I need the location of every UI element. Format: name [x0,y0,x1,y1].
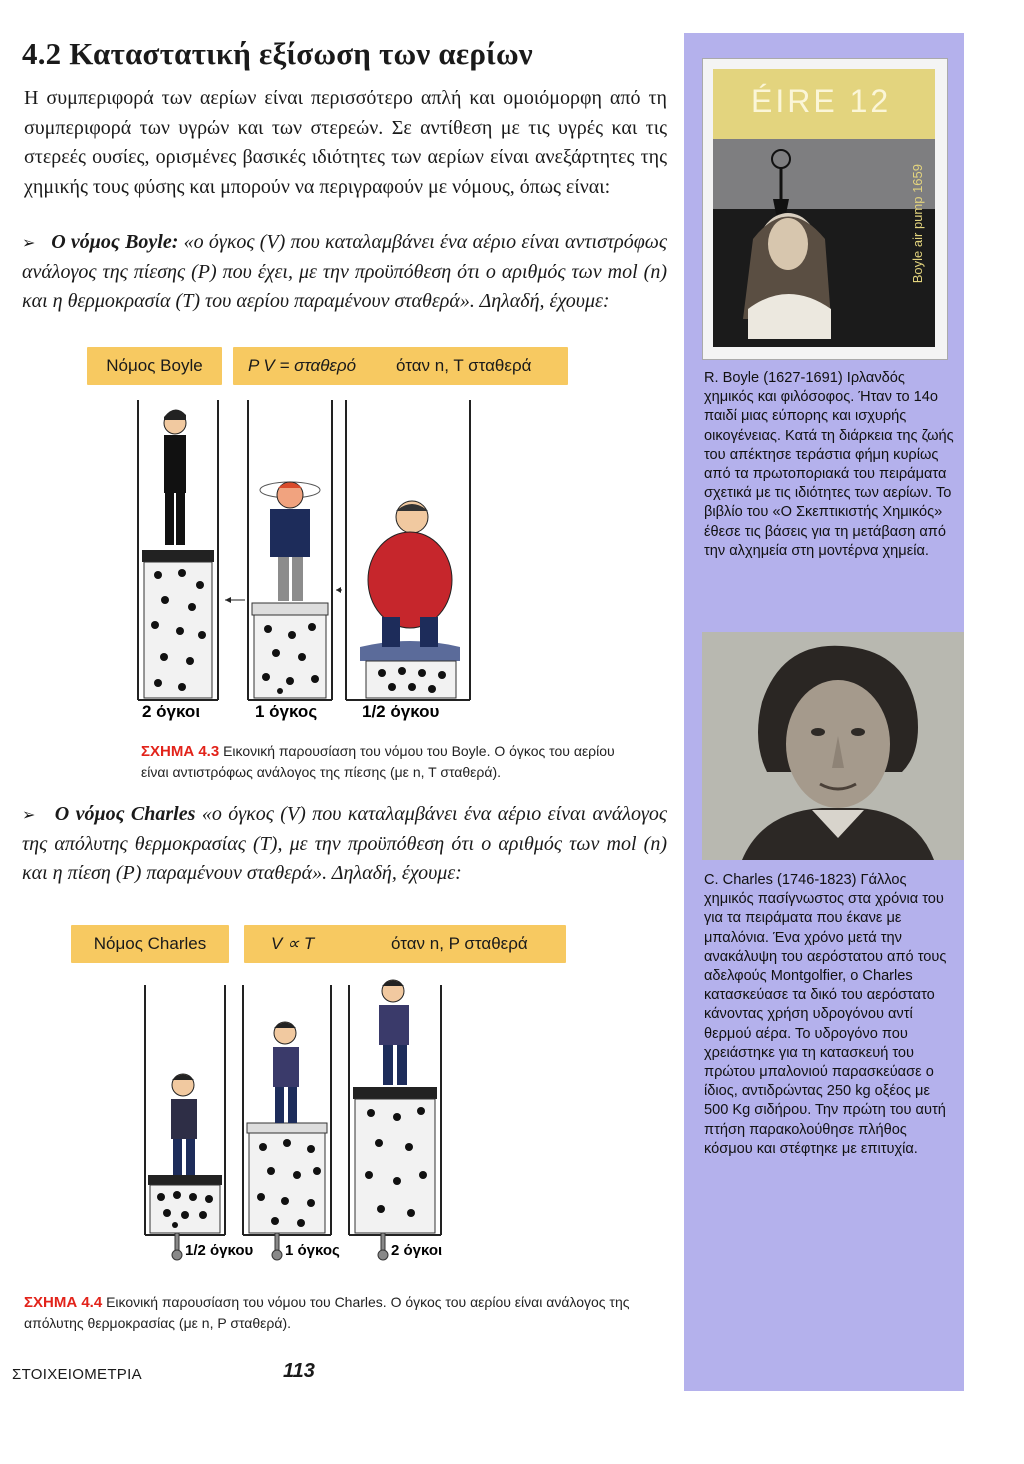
page-number: 113 [283,1360,315,1382]
stamp-side-text: Boyle air pump 1659 [910,164,925,284]
figure-4-4-caption [24,1292,646,1333]
section-title: 4.2 Καταστατική εξίσωση των αερίων [22,36,533,71]
figure-4-3-caption [141,741,621,782]
charles-illustration [135,975,465,1270]
intro-paragraph: Η συμπεριφορά των αερίων είναι περισσότερο απλή και ομοιόμορφη από τη συμπεριφορά των υγρών και των στερεών. Σε αντίθεση με τις υγρές και τις στερεές ουσίες, ορισμένες βασικές ιδιότητες των αερίων είναι ανεξάρτητες της χημικής τους φύσης και μπορούν να περιγραφούν με νόμους, όπως είναι: [24,87,667,198]
charles-volume-label-2: 2 όγκοι [391,1242,443,1259]
boyle-law-paragraph [22,228,667,317]
charles-law-paragraph [22,800,667,889]
charles-law-text: «ο όγκος (V) που καταλαμβάνει ένα αέριο είναι ανάλογος της απόλυτης θερμοκρασίας (T), με την προϋπόθεση ότι ο αριθμός των mol (n) και η πίεση (P) παραμένουν σταθερά». Δηλαδή, έχουμε: [22,803,668,884]
charles-volume-label-half: 1/2 όγκου [185,1242,254,1259]
figure-4-3-text: Εικονική παρουσίαση του νόμου του Boyle. Ο όγκος του αερίου είναι αντιστρόφως ανάλογος της πίεσης (με n, T σταθερά). [141,743,615,780]
dizzy-man-figure [260,482,320,601]
thinking-man-figure [273,1022,299,1123]
charles-box-label: Νόμος Charles [93,934,207,953]
cold-man-figure [171,1074,197,1175]
boyle-law-formula-box [233,347,568,385]
boyle-volume-label-half: 1/2 όγκου [362,702,440,721]
warm-man-figure [379,980,409,1085]
charles-biography: C. Charles (1746-1823) Γάλλος χημικός πασίγνωστος στα χρόνια του για τα πειράματα που έκανε με μπαλόνια. Ένα χρόνο μετά την ανακάλυψη του αερόστατου από τους αδελφούς Montgolfier, ο Charles κατασκεύασε τα δικό του αερόστατο κάνοντας χρήση υδρογόνου αντί θερμού αέρα. Το υδρογόνο που χρειάστηκε για τη κατασκευή του πρώτου μπαλονιού παρασκεύασε ο ίδιος, αντιδρώντας 250 kg οξέος με 500 Kg σιδήρου. Την πρώτη του αυτή πτήση παρακολούθησε πλήθος κόσμου και στέφτηκε με επιτυχία. [704,872,947,1157]
boyle-stamp [702,58,948,360]
boyle-biography: R. Boyle (1627-1691) Ιρλανδός χημικός και φιλόσοφος. Ήταν το 14ο παιδί μιας εύπορης και ισχυρής οικογένειας. Κατά τη διάρκεια της ζωής του απέκτησε τεράστια φήμη κυρίως από τα πρωτοποριακά του πειράματα σχετικά με τις ιδιότητες των αερίων. Το βιβλίο του «Ο Σκεπτικιστής Χημικός» έθεσε τις βάσεις για τη μετάβαση από την αλχημεία στη μοντέρνα χημεία. [704,370,954,559]
figure-4-4-label: ΣΧΗΜΑ 4.4 [24,1294,103,1311]
stamp-air-pump-and-portrait [713,139,935,347]
boyle-volume-label-1: 1 όγκος [255,702,318,721]
bullet-arrow-icon: ➢ [22,233,36,252]
boyle-volume-label-2: 2 όγκοι [142,702,201,721]
charles-box-formula: V ∝ T [271,934,315,953]
charles-portrait [702,632,964,860]
charles-box-condition: όταν n, P σταθερά [391,934,528,953]
boyle-law-text: «ο όγκος (V) που καταλαμβάνει ένα αέριο είναι αντιστρόφως ανάλογος της πίεσης (P) που έχει, με την προϋπόθεση ότι ο αριθμός των mol (n) και η θερμοκρασία (T) του αερίου παραμένουν σταθερά». Δηλαδή, έχουμε: [22,231,668,312]
charles-volume-label-1: 1 όγκος [285,1242,340,1259]
charles-law-label-box [71,925,229,963]
boyle-law-name: Ο νόμος Boyle: [51,231,179,253]
figure-4-4-text: Εικονική παρουσίαση του νόμου του Charles. Ο όγκος του αερίου είναι ανάλογος της απόλυτης θερμοκρασίας (με n, P σταθερά). [24,1294,630,1331]
stamp-country-text: ÉIRE 12 [751,83,892,119]
boyle-box-label: Νόμος Boyle [106,356,203,375]
bullet-arrow-icon: ➢ [22,805,36,824]
boyle-illustration [120,395,500,725]
fat-man-figure [368,501,452,647]
boyle-box-formula: P V = σταθερό [248,356,357,375]
figure-4-3-label: ΣΧΗΜΑ 4.3 [141,743,220,760]
boyle-box-condition: όταν n, T σταθερά [396,356,532,375]
boyle-law-label-box [87,347,222,385]
footer-chapter-name: ΣΤΟΙΧΕΙΟΜΕΤΡΙΑ [12,1366,142,1383]
thin-man-figure [164,409,186,545]
charles-law-name: Ο νόμος Charles [54,803,196,825]
charles-law-formula-box [244,925,566,963]
